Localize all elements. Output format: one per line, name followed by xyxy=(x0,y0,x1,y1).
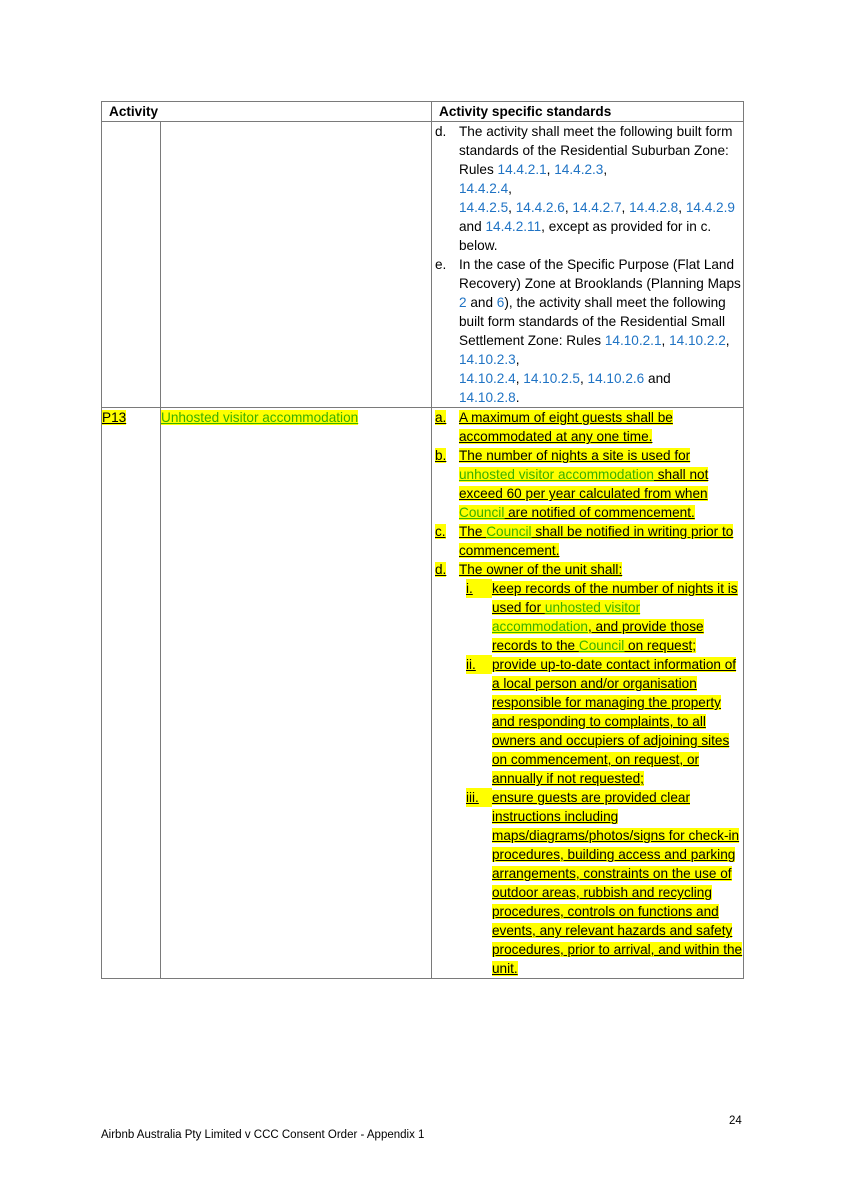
list-item-d xyxy=(432,122,743,255)
sublist-marker: ii. xyxy=(432,655,492,788)
header-activity: Activity xyxy=(102,102,432,122)
rule-link[interactable]: 14.4.2.4 xyxy=(459,181,509,196)
list-item-a xyxy=(432,408,743,446)
list-marker: e. xyxy=(435,257,447,272)
list-item-text: The number of nights a site is used for unhosted visitor accommodation shall not exceed 60 per year calculated from when Council are notified of commencement. xyxy=(459,448,709,520)
table-row-continued xyxy=(102,122,744,408)
list-marker: b. xyxy=(435,448,447,463)
sublist-item-text: keep records of the number of nights it is used for unhosted visitor accommodation, and provide those records to the Council on request; xyxy=(492,581,738,653)
map-link[interactable]: 6 xyxy=(496,295,505,310)
list-item-text: The activity shall meet the following built form standards of the Residential Suburban Zone: Rules 14.4.2.1, 14.4.2.3, 14.4.2.4, 14.4.2.5, 14.4.2.6, 14.4.2.7, 14.4.2.8, 14.4.2.9 and 14.4.2.11, except as provided for in c. below. xyxy=(459,124,735,253)
rule-link[interactable]: 14.4.2.7 xyxy=(572,200,622,215)
rule-link[interactable]: 14.4.2.8 xyxy=(629,200,679,215)
rule-link[interactable]: 14.4.2.9 xyxy=(685,200,735,215)
list-item-text: A maximum of eight guests shall be accommodated at any one time. xyxy=(459,410,673,444)
defined-term: Council xyxy=(486,524,532,539)
sublist-marker: i. xyxy=(432,579,492,655)
activity-code: P13 xyxy=(102,410,127,425)
list-item-text: The Council shall be notified in writing prior to commencement. xyxy=(459,524,734,558)
map-link[interactable]: 2 xyxy=(459,295,467,310)
rule-link[interactable]: 14.4.2.1 xyxy=(497,162,547,177)
activity-name: Unhosted visitor accommodation xyxy=(161,410,359,425)
list-marker: d. xyxy=(435,124,447,139)
rule-link[interactable]: 14.10.2.8 xyxy=(459,390,516,405)
standards-cell xyxy=(432,122,744,408)
defined-term: unhosted visitor accommodation xyxy=(492,600,641,634)
defined-term: Council xyxy=(459,505,505,520)
defined-term: Council xyxy=(578,638,625,653)
list-item-text: The owner of the unit shall: xyxy=(459,562,623,577)
list-item-b xyxy=(432,446,743,522)
sublist-item-text: ensure guests are provided clear instructions including maps/diagrams/photos/signs for check-in procedures, building access and parking arrangements, constraints on the use of outdoor areas, rubbish and recycling procedures, controls on functions and events, any relevant hazards and safety procedures, prior to arrival, and within the unit. xyxy=(492,790,743,976)
header-standards: Activity specific standards xyxy=(432,102,744,122)
activity-code-cell xyxy=(102,122,161,408)
rule-link[interactable]: 14.4.2.11 xyxy=(485,219,542,234)
sublist-item-i xyxy=(432,579,743,655)
list-item-c xyxy=(432,522,743,560)
table-header-row xyxy=(102,102,744,122)
sublist-item-ii xyxy=(432,655,743,788)
rule-link[interactable]: 14.4.2.3 xyxy=(554,162,604,177)
activity-name-cell xyxy=(161,122,432,408)
rule-link[interactable]: 14.10.2.3 xyxy=(459,352,516,367)
rule-link[interactable]: 14.10.2.6 xyxy=(587,371,645,386)
rule-link[interactable]: 14.10.2.2 xyxy=(669,333,726,348)
rule-link[interactable]: 14.4.2.5 xyxy=(459,200,509,215)
defined-term: unhosted visitor accommodation xyxy=(459,467,654,482)
activity-code-cell xyxy=(102,408,161,979)
list-marker: c. xyxy=(435,524,446,539)
sublist-marker: iii. xyxy=(432,788,492,978)
rule-link[interactable]: 14.10.2.1 xyxy=(604,333,662,348)
rule-link[interactable]: 14.4.2.6 xyxy=(515,200,565,215)
sublist-item-text: provide up-to-date contact information of a local person and/or organisation responsible for managing the property and responding to complaints, to all owners and occupiers of adjoining sites on commencement, on request, or annually if not requested; xyxy=(492,657,737,786)
rule-link[interactable]: 14.10.2.5 xyxy=(523,371,580,386)
standards-cell xyxy=(432,408,744,979)
list-marker: d. xyxy=(435,562,447,577)
list-item-text: In the case of the Specific Purpose (Flat Land Recovery) Zone at Brooklands (Planning Maps 2 and 6), the activity shall meet the following built form standards of the Residential Small Settlement Zone: Rules 14.10.2.1, 14.10.2.2, 14.10.2.3, 14.10.2.4, 14.10.2.5, 14.10.2.6 and 14.10.2.8. xyxy=(459,257,741,405)
page-footer: Airbnb Australia Pty Limited v CCC Consent Order - Appendix 1 xyxy=(101,1129,425,1141)
page-number: 24 xyxy=(729,1115,742,1127)
table-row-p13 xyxy=(102,408,744,979)
activity-table xyxy=(101,101,744,979)
sublist-item-iii xyxy=(432,788,743,978)
rule-link[interactable]: 14.10.2.4 xyxy=(459,371,516,386)
list-marker: a. xyxy=(435,410,447,425)
list-item-e xyxy=(432,255,743,407)
list-item-d xyxy=(432,560,743,579)
activity-name-cell xyxy=(161,408,432,979)
